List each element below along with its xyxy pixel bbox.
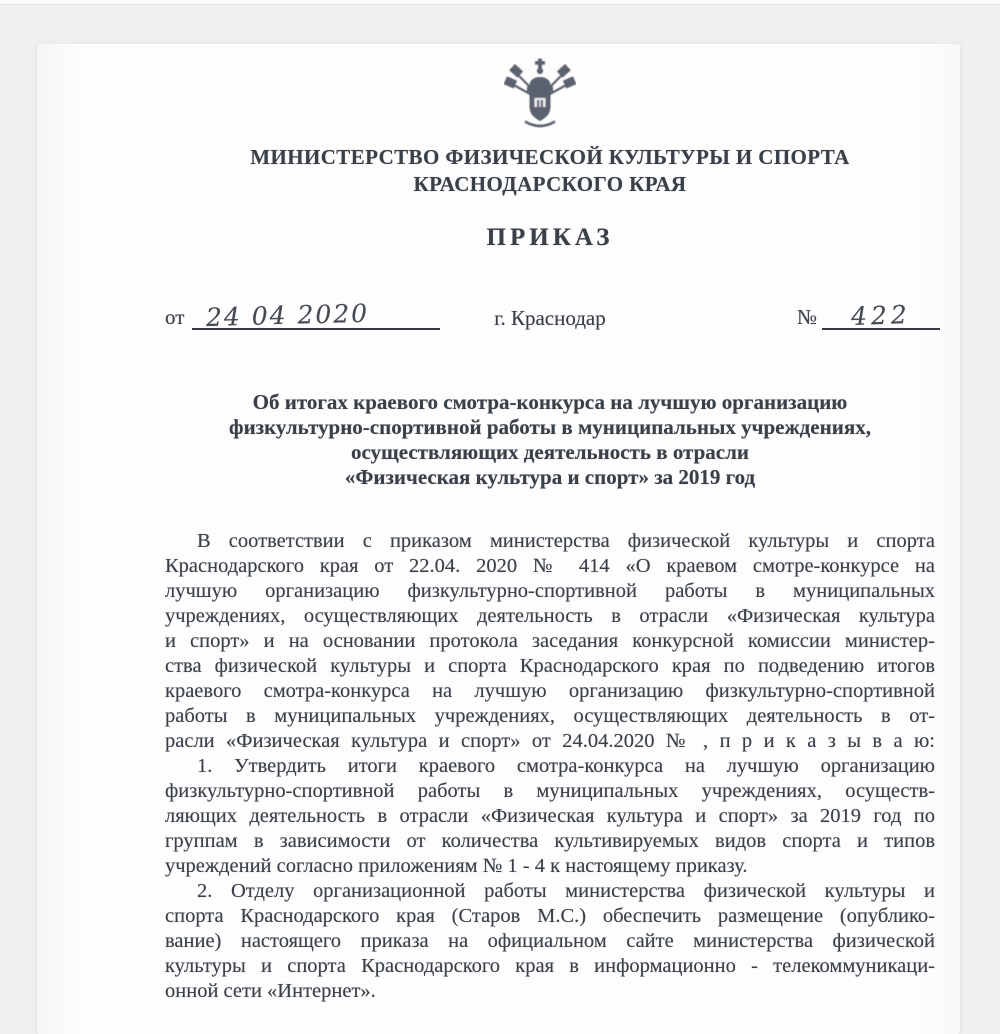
body-text-line: 1. Утвердить итоги краевого смотра-конкурса на лучшую организацию [197,755,935,777]
handwritten-date: 24 04 2020 [206,298,370,332]
requisites-row [165,298,935,332]
number-underline [822,299,940,332]
page-content [37,44,960,1004]
body-text-line: ства физической культуры и спорта Краснодарского края по подведению итогов [165,655,935,677]
body-text-line: 2. Отделу организационной работы министерства физической культуры и [197,880,935,902]
body-text-line: и спорт» и на основании протокола заседания конкурсной комиссии министер- [165,630,935,652]
body-text-line: учреждениях, осуществляющих деятельность в отрасли «Физическая культура [165,605,935,627]
body-text-line: лучшую организацию физкультурно-спортивной работы в муниципальных [165,580,935,602]
top-strip [0,0,1000,5]
date-label: от [165,305,185,329]
handwritten-number: 422 [850,299,912,332]
body-text-line: культуры и спорта Краснодарского края в информационно - телекоммуникаци- [165,955,935,977]
place-label: г. Краснодар [494,306,606,330]
body-text-line: краевого смотра-конкурса на лучшую организацию физкультурно-спортивной [165,680,935,702]
number-label: № [796,305,817,329]
body-text-line: работы в муниципальных учреждениях, осуществляющих деятельность в от- [165,705,935,727]
body-text-line: учреждений согласно приложениям № 1 - 4 к настоящему приказу. [165,855,748,877]
document-type-title: ПРИКАЗ [486,224,614,251]
ministry-name-line: МИНИСТЕРСТВО ФИЗИЧЕСКОЙ КУЛЬТУРЫ И СПОРТА [250,145,850,169]
body-text-line: спорта Краснодарского края (Старов М.С.) обеспечить размещение (опублико- [165,905,935,927]
body-text-line: онной сети «Интернет». [165,980,376,1002]
order-subject [165,390,935,490]
body-text-line: группам в зависимости от количества культивируемых видов спорта и типов [165,830,935,852]
coat-of-arms-icon [504,58,576,132]
body-text-line: ляющих деятельность в отрасли «Физическая культура и спорт» за 2019 год по [165,805,935,827]
subject-line: «Физическая культура и спорт» за 2019 год [344,465,756,489]
issuing-authority [165,144,935,198]
body-text-line: физкультурно-спортивной работы в муниципальных учреждениях, осуществ- [165,780,935,802]
subject-line: физкультурно-спортивной работы в муниципальных учреждениях, [229,415,871,439]
ministry-region-line: КРАСНОДАРСКОГО КРАЯ [413,172,687,196]
body-text-line: расли «Физическая культура и спорт» от 24.04.2020 № , п р и к а з ы в а ю: [165,730,935,752]
body-text-line: Краснодарского края от 22.04. 2020 № 414 «О краевом смотре-конкурсе на [165,555,935,577]
body-text-line: В соответствии с приказом министерства физической культуры и спорта [197,530,935,552]
body-text-line: вание) настоящего приказа на официальном сайте министерства физической [165,930,935,952]
document-page [37,44,960,1034]
number-field [796,299,940,332]
order-body [165,529,935,1004]
subject-line: Об итогах краевого смотра-конкурса на лучшую организацию [252,390,848,414]
subject-line: осуществляющих деятельность в отрасли [350,440,749,464]
